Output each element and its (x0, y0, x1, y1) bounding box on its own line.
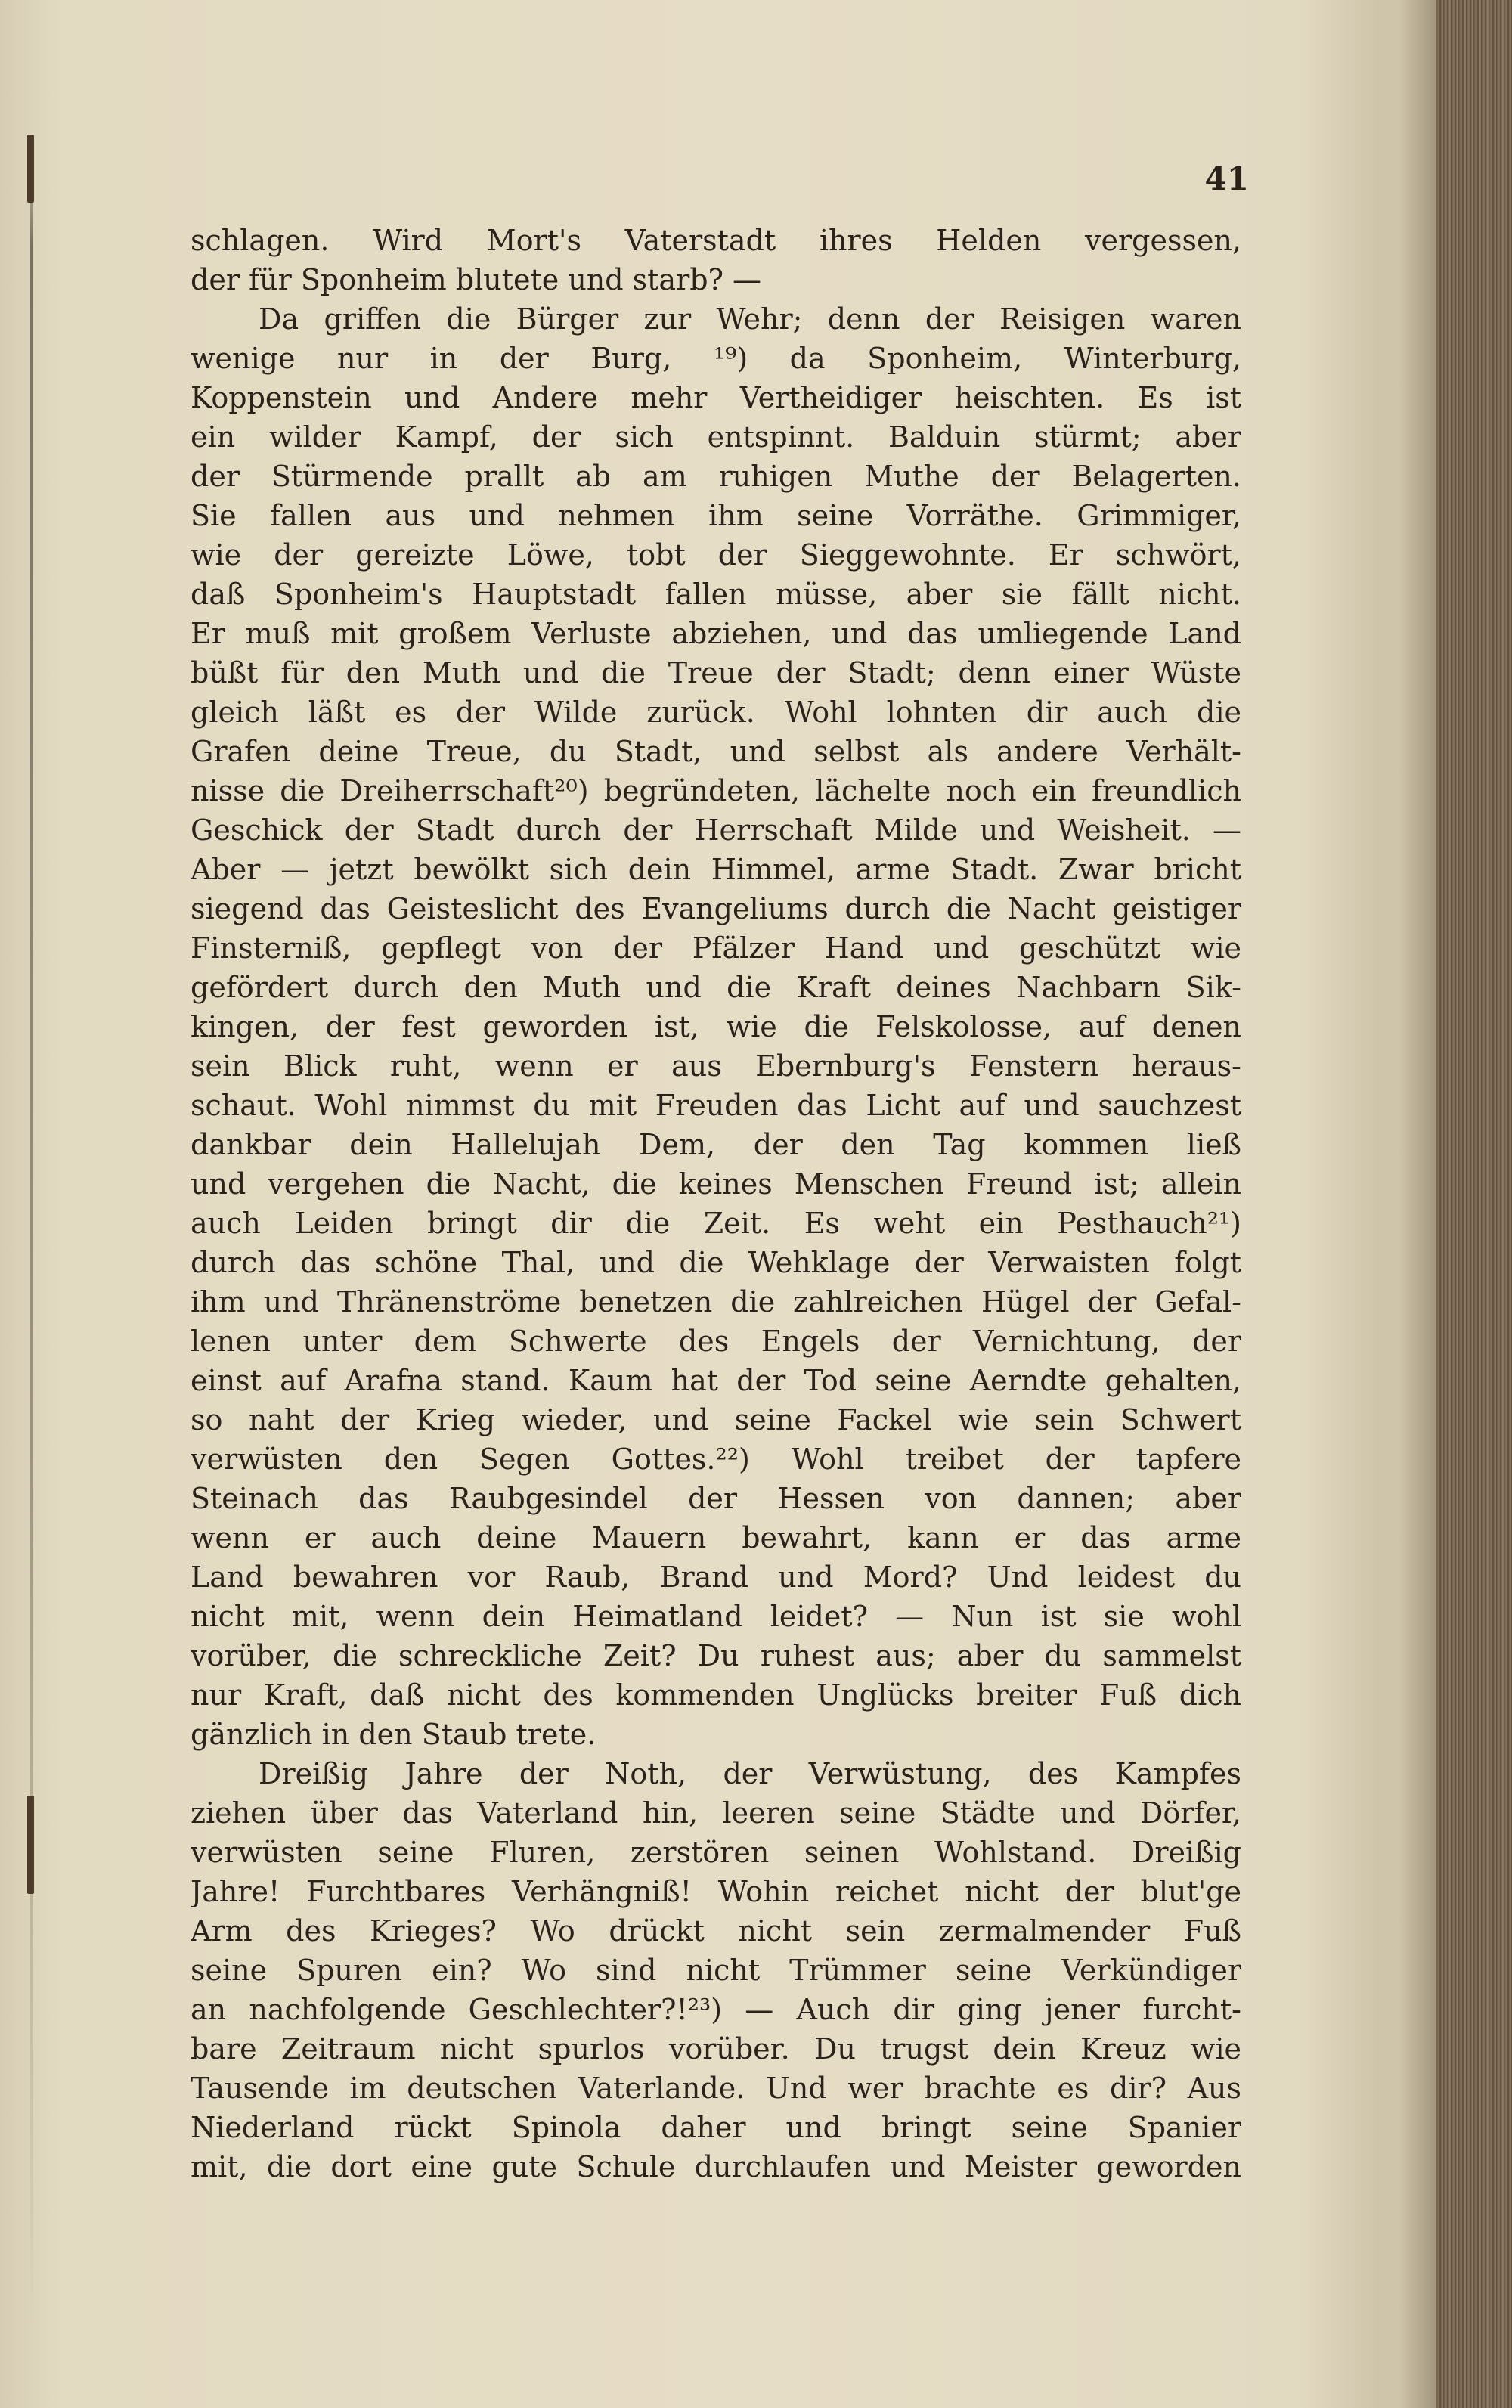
text-line: nisse die Dreiherrschaft²⁰) begründeten, lächelte noch ein freundlich (191, 774, 1241, 807)
text-line: verwüsten den Segen Gottes.²²) Wohl treibet der tapfere (191, 1443, 1241, 1476)
text-line: und vergehen die Nacht, die keines Menschen Freund ist; allein (191, 1167, 1241, 1201)
text-line: sein Blick ruht, wenn er aus Ebernburg's Fenstern heraus- (191, 1049, 1241, 1083)
text-line: Land bewahren vor Raub, Brand und Mord? Und leidest du (191, 1560, 1241, 1594)
text-line: bare Zeitraum nicht spurlos vorüber. Du trugst dein Kreuz wie (191, 2032, 1241, 2066)
page-gutter-line (30, 136, 33, 2329)
text-line: daß Sponheim's Hauptstadt fallen müsse, aber sie fällt nicht. (191, 578, 1241, 611)
text-line: Aber — jetzt bewölkt sich dein Himmel, arme Stadt. Zwar bricht (191, 853, 1241, 886)
text-line: wie der gereizte Löwe, tobt der Sieggewohnte. Er schwört, (191, 538, 1241, 572)
text-line: ziehen über das Vaterland hin, leeren seine Städte und Dörfer, (191, 1796, 1241, 1830)
text-line: vorüber, die schreckliche Zeit? Du ruhest aus; aber du sammelst (191, 1639, 1241, 1672)
text-line: büßt für den Muth und die Treue der Stadt; denn einer Wüste (191, 656, 1241, 690)
gutter-mark-top (27, 135, 34, 203)
text-line: Da griffen die Bürger zur Wehr; denn der Reisigen waren (259, 302, 1241, 336)
text-line: nur Kraft, daß nicht des kommenden Unglücks breiter Fuß dich (191, 1678, 1241, 1712)
text-line: dankbar dein Hallelujah Dem, der den Tag kommen ließ (191, 1128, 1241, 1161)
text-line: mit, die dort eine gute Schule durchlaufen und Meister geworden (191, 2150, 1241, 2183)
text-line: gefördert durch den Muth und die Kraft deines Nachbarn Sik- (191, 971, 1241, 1004)
text-line: Sie fallen aus und nehmen ihm seine Vorräthe. Grimmiger, (191, 499, 1241, 532)
text-line: Steinach das Raubgesindel der Hessen von dannen; aber (191, 1482, 1241, 1515)
text-line: siegend das Geisteslicht des Evangeliums durch die Nacht geistiger (191, 892, 1241, 925)
text-line: Er muß mit großem Verluste abziehen, und das umliegende Land (191, 617, 1241, 650)
page-number: 41 (1204, 160, 1249, 197)
text-line: der Stürmende prallt ab am ruhigen Muthe der Belagerten. (191, 460, 1241, 493)
text-line: so naht der Krieg wieder, und seine Fackel wie sein Schwert (191, 1403, 1241, 1436)
text-line: gleich läßt es der Wilde zurück. Wohl lohnten dir auch die (191, 696, 1241, 729)
text-line: Tausende im deutschen Vaterlande. Und wer brachte es dir? Aus (191, 2072, 1241, 2105)
text-line: Koppenstein und Andere mehr Vertheidiger heischten. Es ist (191, 381, 1241, 414)
text-line: Arm des Krieges? Wo drückt nicht sein zermalmender Fuß (191, 1914, 1241, 1948)
text-line: kingen, der fest geworden ist, wie die Felskolosse, auf denen (191, 1010, 1241, 1043)
text-line: der für Sponheim blutete und starb? — (191, 263, 762, 296)
text-line: seine Spuren ein? Wo sind nicht Trümmer seine Verkündiger (191, 1954, 1241, 1987)
book-page-edges (1436, 0, 1512, 2408)
text-line: ein wilder Kampf, der sich entspinnt. Balduin stürmt; aber (191, 420, 1241, 454)
text-line: Dreißig Jahre der Noth, der Verwüstung, des Kampfes (259, 1757, 1241, 1790)
page-edge-shadow (1399, 0, 1436, 2408)
text-line: durch das schöne Thal, und die Wehklage der Verwaisten folgt (191, 1246, 1241, 1279)
text-line: nicht mit, wenn dein Heimatland leidet? — Nun ist sie wohl (191, 1600, 1241, 1633)
text-line: an nachfolgende Geschlechter?!²³) — Auch dir ging jener furcht- (191, 1993, 1241, 2026)
text-line: Jahre! Furchtbares Verhängniß! Wohin reichet nicht der blut'ge (191, 1875, 1241, 1908)
text-line: Grafen deine Treue, du Stadt, und selbst als andere Verhält- (191, 735, 1241, 768)
gutter-mark-bottom (27, 1796, 34, 1894)
text-line: Finsterniß, gepflegt von der Pfälzer Hand und geschützt wie (191, 931, 1241, 965)
text-line: Geschick der Stadt durch der Herrschaft Milde und Weisheit. — (191, 814, 1241, 847)
text-line: schlagen. Wird Mort's Vaterstadt ihres Helden vergessen, (191, 224, 1241, 257)
text-line: verwüsten seine Fluren, zerstören seinen Wohlstand. Dreißig (191, 1836, 1241, 1869)
text-line: ihm und Thränenströme benetzen die zahlreichen Hügel der Gefal- (191, 1285, 1241, 1319)
text-line: einst auf Arafna stand. Kaum hat der Tod seine Aerndte gehalten, (191, 1364, 1241, 1397)
text-line: wenn er auch deine Mauern bewahrt, kann er das arme (191, 1521, 1241, 1554)
text-line: gänzlich in den Staub trete. (191, 1718, 596, 1751)
text-line: schaut. Wohl nimmst du mit Freuden das Licht auf und sauchzest (191, 1089, 1241, 1122)
body-text (191, 221, 1241, 2186)
text-line: Niederland rückt Spinola daher und bringt seine Spanier (191, 2111, 1241, 2144)
text-line: lenen unter dem Schwerte des Engels der Vernichtung, der (191, 1325, 1241, 1358)
text-line: auch Leiden bringt dir die Zeit. Es weht ein Pesthauch²¹) (191, 1207, 1241, 1240)
text-line: wenige nur in der Burg, ¹⁹) da Sponheim, Winterburg, (191, 342, 1241, 375)
